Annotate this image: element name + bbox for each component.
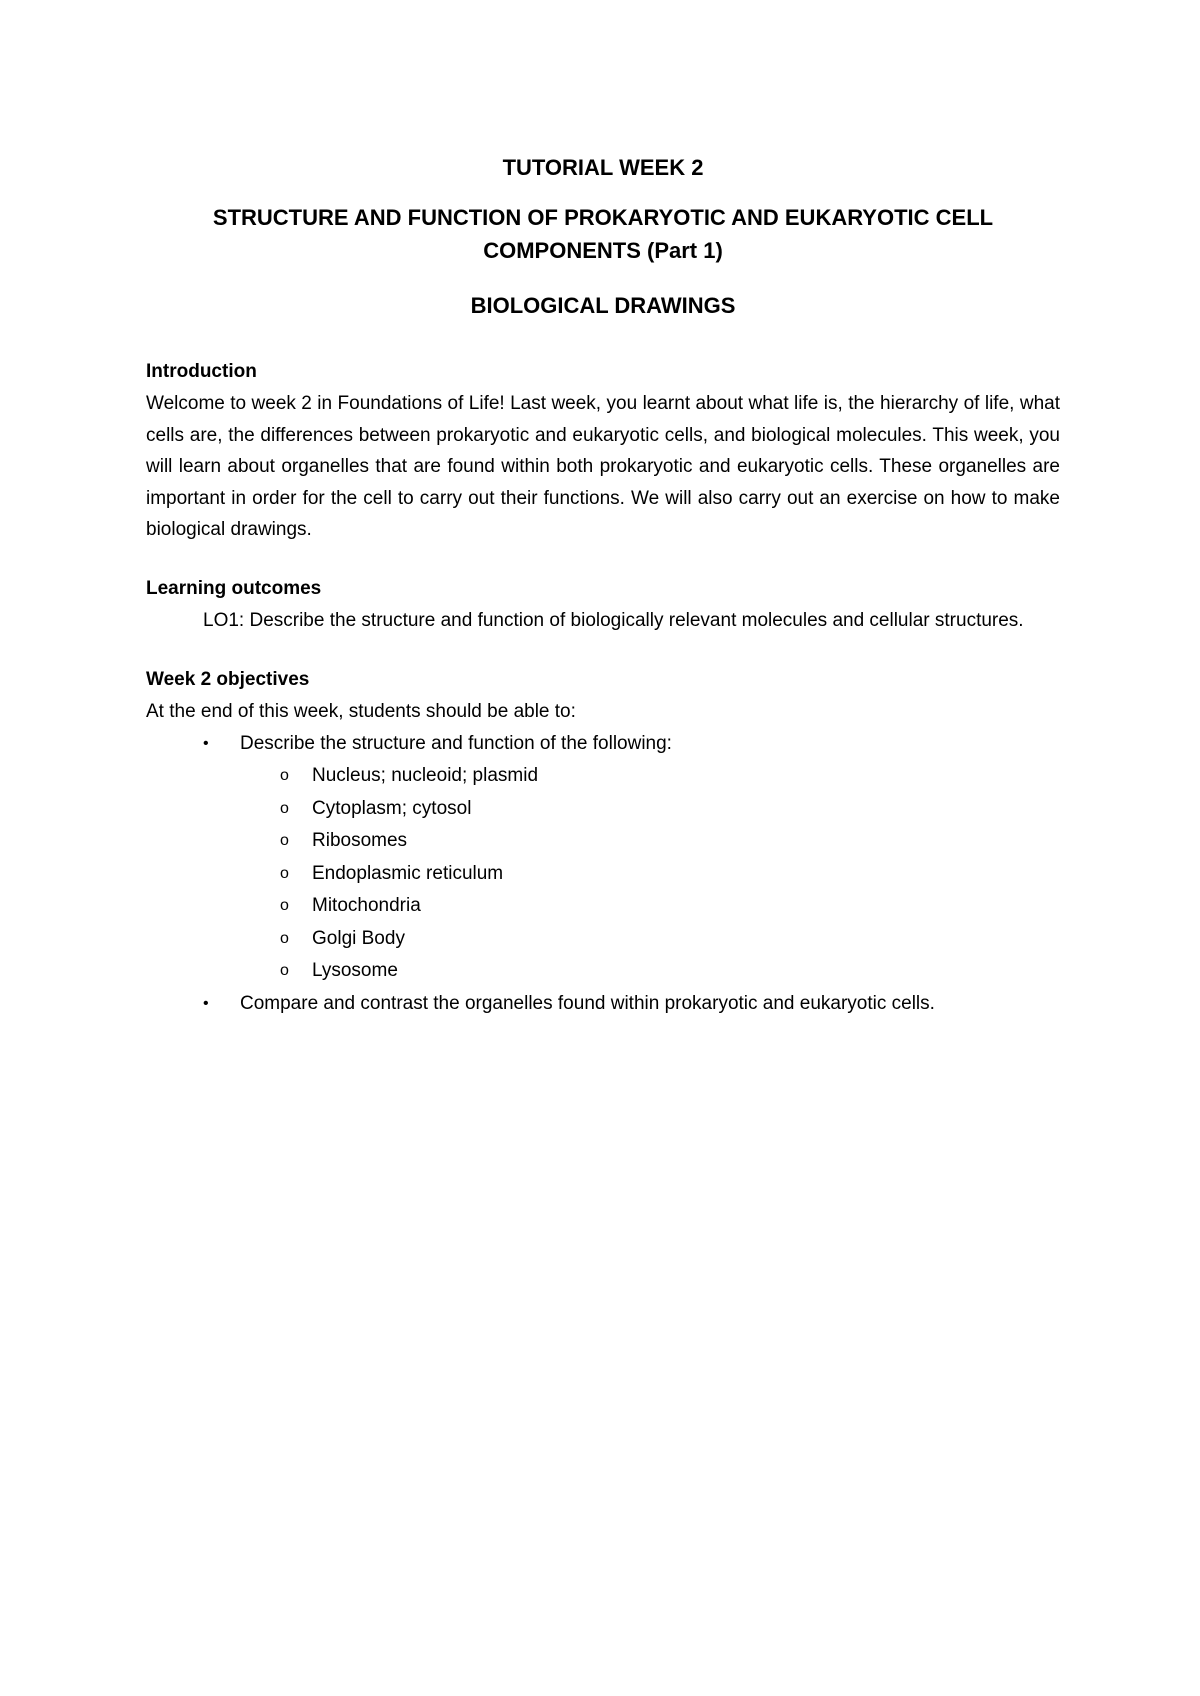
learning-outcomes-section (146, 573, 1060, 637)
sub-bullet-icon: o (280, 799, 289, 817)
organelle-text: Nucleus; nucleoid; plasmid (312, 765, 539, 786)
list-item (146, 760, 1060, 793)
list-item (146, 825, 1060, 858)
document-title: TUTORIAL WEEK 2 (502, 155, 704, 180)
document-subtitle: STRUCTURE AND FUNCTION OF PROKARYOTIC AND EUKARYOTIC CELL COMPONENTS (Part 1) (212, 205, 994, 263)
objectives-intro: At the end of this week, students should be able to: (146, 701, 576, 722)
sub-bullet-icon: o (280, 832, 289, 849)
learning-outcome-lo1: LO1: Describe the structure and function of biologically relevant molecules and cellular structures. (203, 609, 1024, 631)
list-item (146, 988, 1060, 1021)
sub-bullet-icon: o (280, 962, 289, 979)
introduction-text: Welcome to week 2 in Foundations of Life! Last week, you learnt about what life is, the hierarchy of life, what cells are, the differences between prokaryotic and eukaryotic cells, and biological molecules. This week, you will learn about organelles that are found within both prokaryotic and eukaryotic cells. These organelles are important in order for the cell to carry out their functions. We will also carry out an exercise on how to make biological drawings. (146, 393, 1060, 540)
list-item (146, 793, 1060, 826)
learning-outcomes-heading: Learning outcomes (146, 577, 322, 599)
bullet-text: Compare and contrast the organelles found within prokaryotic and eukaryotic cells. (240, 992, 935, 1014)
organelle-text: Mitochondria (312, 895, 421, 916)
sub-bullet-icon: o (280, 897, 289, 914)
introduction-section (146, 356, 1060, 546)
list-item (146, 728, 1060, 761)
bullet-icon: • (203, 734, 209, 752)
bullet-icon: • (203, 994, 209, 1012)
list-item (146, 858, 1060, 891)
sub-list-container (146, 760, 1060, 988)
organelle-list (146, 760, 1060, 988)
organelle-text: Golgi Body (312, 927, 405, 949)
organelle-text: Lysosome (312, 960, 398, 981)
list-item (146, 923, 1060, 956)
list-item (146, 955, 1060, 988)
list-item (146, 890, 1060, 923)
document-subtitle-drawings: BIOLOGICAL DRAWINGS (470, 293, 736, 318)
bullet-text: Describe the structure and function of the following: (240, 732, 672, 754)
objectives-heading: Week 2 objectives (146, 669, 310, 690)
organelle-text: Cytoplasm; cytosol (312, 797, 472, 819)
organelle-text: Ribosomes (312, 830, 408, 851)
organelle-text: Endoplasmic reticulum (312, 862, 504, 884)
sub-bullet-icon: o (280, 929, 289, 947)
objectives-list (146, 728, 1060, 1021)
introduction-heading: Introduction (146, 361, 257, 382)
sub-bullet-icon: o (280, 767, 289, 784)
sub-bullet-icon: o (280, 864, 289, 882)
objectives-section (146, 664, 1060, 1020)
document-page (146, 140, 1060, 1020)
